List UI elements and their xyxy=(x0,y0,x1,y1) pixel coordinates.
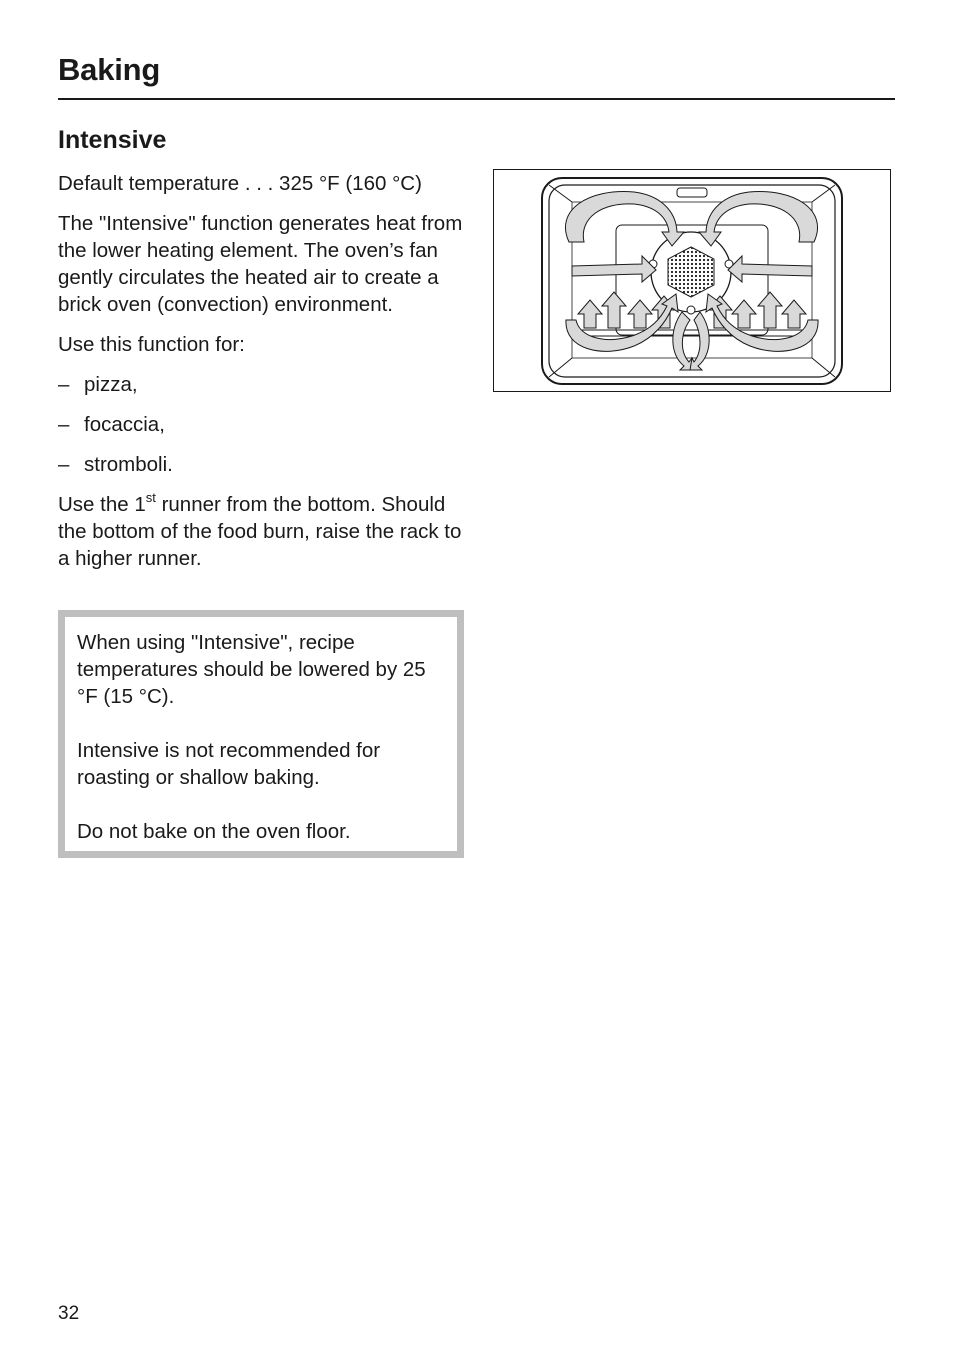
runner-text-post: runner from the bottom. Should the bottom of the food burn, raise the rack to a higher runner. xyxy=(58,493,462,570)
runner-text-pre: Use the 1 xyxy=(58,493,146,516)
page-title: Baking xyxy=(58,52,161,87)
use-for-list xyxy=(58,371,468,478)
list-item xyxy=(58,411,468,438)
section-body xyxy=(58,170,468,585)
dash-bullet: – xyxy=(58,413,70,436)
default-temperature: Default temperature . . . 325 °F (160 °C) xyxy=(58,172,422,195)
title-divider xyxy=(58,98,895,100)
note-box xyxy=(58,610,464,858)
dash-bullet: – xyxy=(58,373,70,396)
runner-instructions xyxy=(58,491,468,572)
list-item-label: focaccia, xyxy=(84,413,165,436)
list-item xyxy=(58,451,468,478)
note-paragraph: Do not bake on the oven floor. xyxy=(77,820,351,843)
list-item-label: stromboli. xyxy=(84,453,173,476)
note-paragraph: Intensive is not recommended for roasting or shallow baking. xyxy=(77,739,381,789)
oven-airflow-figure xyxy=(493,169,891,392)
list-item-label: pizza, xyxy=(84,373,138,396)
dash-bullet: – xyxy=(58,453,70,476)
list-item xyxy=(58,371,468,398)
use-for-intro: Use this function for: xyxy=(58,333,245,356)
function-description: The "Intensive" function generates heat from the lower heating element. The oven’s fan gently circulates the heated air to create a brick oven (convection) environment. xyxy=(58,212,463,316)
oven-intensive-airflow-icon xyxy=(494,170,889,390)
page-number: 32 xyxy=(58,1303,80,1324)
note-paragraph: When using "Intensive", recipe temperatures should be lowered by 25 °F (15 °C). xyxy=(77,631,426,708)
runner-text-sup: st xyxy=(145,490,156,505)
section-title: Intensive xyxy=(58,126,167,154)
